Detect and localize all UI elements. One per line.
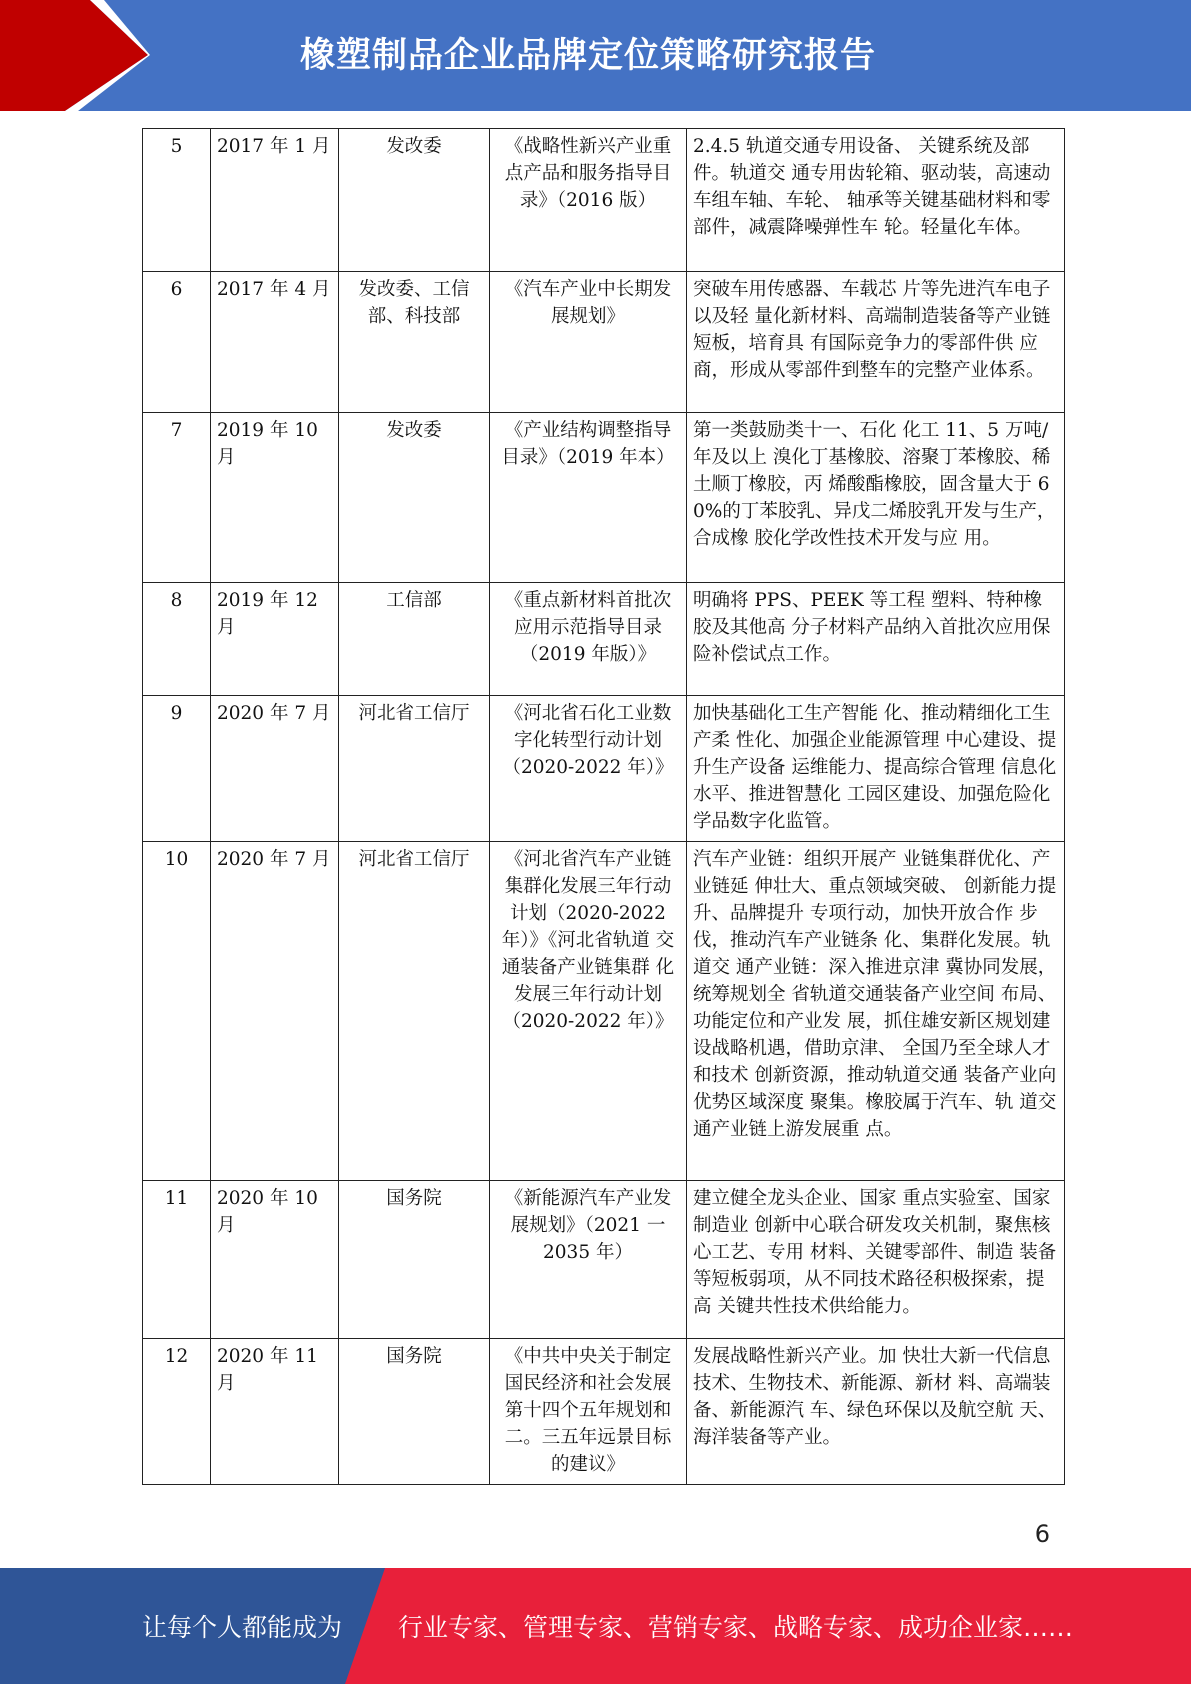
row-date: 2019 年 12 月 bbox=[211, 583, 339, 696]
row-number: 6 bbox=[143, 272, 211, 413]
policy-table bbox=[142, 128, 1065, 1485]
row-date: 2020 年 7 月 bbox=[211, 842, 339, 1181]
row-number: 7 bbox=[143, 413, 211, 583]
row-number: 10 bbox=[143, 842, 211, 1181]
page-number: 6 bbox=[1034, 1520, 1050, 1548]
footer-slogan-right: 行业专家、管理专家、营销专家、战略专家、成功企业家…… bbox=[398, 1613, 1074, 1642]
row-date: 2020 年 10 月 bbox=[211, 1181, 339, 1339]
row-department: 发改委、工信部、科技部 bbox=[339, 272, 490, 413]
row-content: 明确将 PPS、PEEK 等工程 塑料、特种橡胶及其他高 分子材料产品纳入首批次应用保险补偿试点工作。 bbox=[687, 583, 1065, 696]
row-document: 《新能源汽车产业发 展规划》（2021 一 2035 年） bbox=[490, 1181, 687, 1339]
row-content: 发展战略性新兴产业。加 快壮大新一代信息技术、生物技术、新能源、新材 料、高端装备、新能源汽 车、绿色环保以及航空航 天、海洋装备等产业。 bbox=[687, 1339, 1065, 1485]
row-department: 国务院 bbox=[339, 1181, 490, 1339]
page-footer bbox=[0, 1568, 1191, 1684]
row-department: 国务院 bbox=[339, 1339, 490, 1485]
row-number: 5 bbox=[143, 129, 211, 272]
table-row bbox=[143, 272, 1065, 413]
row-document: 《汽车产业中长期发 展规划》 bbox=[490, 272, 687, 413]
row-date: 2020 年 7 月 bbox=[211, 696, 339, 842]
row-number: 11 bbox=[143, 1181, 211, 1339]
table-row bbox=[143, 696, 1065, 842]
row-document: 《产业结构调整指导 目录》（2019 年本） bbox=[490, 413, 687, 583]
table-row bbox=[143, 129, 1065, 272]
row-document: 《中共中央关于制定 国民经济和社会发展第十四个五年规划和 二。三五年远景目标 的建议》 bbox=[490, 1339, 687, 1485]
row-date: 2017 年 4 月 bbox=[211, 272, 339, 413]
table-row bbox=[143, 413, 1065, 583]
page-header bbox=[0, 0, 1191, 111]
row-department: 河北省工信厅 bbox=[339, 842, 490, 1181]
table-row bbox=[143, 1181, 1065, 1339]
report-title: 橡塑制品企业品牌定位策略研究报告 bbox=[300, 36, 877, 76]
row-document: 《重点新材料首批次 应用示范指导目录（2019 年版）》 bbox=[490, 583, 687, 696]
row-date: 2020 年 11 月 bbox=[211, 1339, 339, 1485]
row-document: 《河北省石化工业数 字化转型行动计划 （2020-2022 年）》 bbox=[490, 696, 687, 842]
table-row bbox=[143, 583, 1065, 696]
row-content: 第一类鼓励类十一、石化 化工 11、5 万吨/年及以上 溴化丁基橡胶、溶聚丁苯橡胶、稀土顺丁橡胶，丙 烯酸酯橡胶，固含量大于 60%的丁苯胶乳、异戊二烯胶乳开发与生产，合成橡 胶化学改性技术开发与应 用。 bbox=[687, 413, 1065, 583]
table-row bbox=[143, 1339, 1065, 1485]
row-document: 《河北省汽车产业链 集群化发展三年行动 计划（2020-2022 年）》《河北省轨道 交通装备产业链集群 化发展三年行动计划（2020-2022 年）》 bbox=[490, 842, 687, 1181]
row-department: 发改委 bbox=[339, 413, 490, 583]
row-department: 河北省工信厅 bbox=[339, 696, 490, 842]
row-content: 汽车产业链：组织开展产 业链集群优化、产业链延 伸壮大、重点领域突破、 创新能力提升、品牌提升 专项行动，加快开放合作 步伐，推动汽车产业链条 化、集群化发展。轨道交 通产业链：深入推进京津 冀协同发展，统筹规划全 省轨道交通装备产业空间 布局、功能定位和产业发 展，抓住雄安新区规划建 设战略机遇，借助京津、 全国乃至全球人才和技术 创新资源，推动轨道交通 装备产业向优势区域深度 聚集。橡胶属于汽车、轨 道交通产业链上游发展重 点。 bbox=[687, 842, 1065, 1181]
row-date: 2017 年 1 月 bbox=[211, 129, 339, 272]
row-content: 加快基础化工生产智能 化、推动精细化工生产柔 性化、加强企业能源管理 中心建设、提升生产设备 运维能力、提高综合管理 信息化水平、推进智慧化 工园区建设、加强危险化 学品数字化监管。 bbox=[687, 696, 1065, 842]
row-date: 2019 年 10 月 bbox=[211, 413, 339, 583]
row-document: 《战略性新兴产业重 点产品和服务指导目 录》（2016 版） bbox=[490, 129, 687, 272]
row-number: 9 bbox=[143, 696, 211, 842]
row-department: 工信部 bbox=[339, 583, 490, 696]
row-number: 12 bbox=[143, 1339, 211, 1485]
footer-slogan-left: 让每个人都能成为 bbox=[142, 1613, 343, 1642]
row-content: 突破车用传感器、车载芯 片等先进汽车电子以及轻 量化新材料、高端制造装备等产业链短板，培育具 有国际竞争力的零部件供 应商，形成从零部件到整车的完整产业体系。 bbox=[687, 272, 1065, 413]
row-department: 发改委 bbox=[339, 129, 490, 272]
table-row bbox=[143, 842, 1065, 1181]
row-content: 2.4.5 轨道交通专用设备、 关键系统及部件。轨道交 通专用齿轮箱、驱动装，高速动车组车轴、车轮、 轴承等关键基础材料和零 部件，减震降噪弹性车 轮。轻量化车体。 bbox=[687, 129, 1065, 272]
row-content: 建立健全龙头企业、国家 重点实验室、国家制造业 创新中心联合研发攻关机制，聚焦核心工艺、专用 材料、关键零部件、制造 装备等短板弱项，从不同技术路径积极探索，提高 关键共性技术供给能力。 bbox=[687, 1181, 1065, 1339]
row-number: 8 bbox=[143, 583, 211, 696]
